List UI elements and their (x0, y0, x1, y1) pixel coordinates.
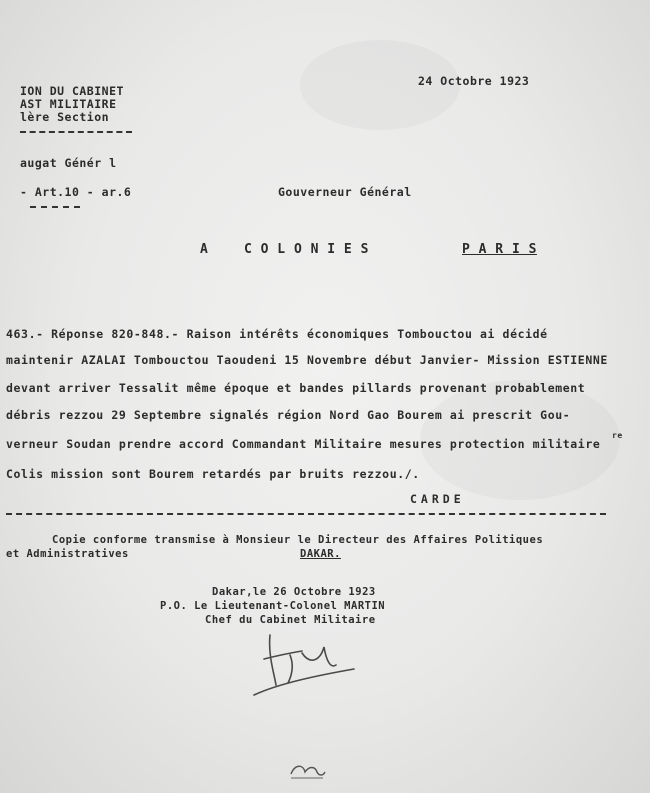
body-line-5: verneur Soudan prendre accord Commandant Militaire mesures protection militaire (6, 437, 601, 451)
header-rule (20, 131, 132, 133)
recipient-paris: P A R I S (462, 242, 537, 257)
chief-line: Chef du Cabinet Militaire (205, 614, 376, 626)
header-left-line2: AST MILITAIRE (20, 97, 117, 111)
date-line: 24 Octobre 1923 (418, 74, 530, 88)
reference-rule (30, 206, 80, 208)
body-line-6: Colis mission sont Bourem retardés par bruits rezzou./. (6, 467, 420, 481)
subject-line: augat Génér l (20, 156, 117, 170)
signature-carde: CARDE (410, 492, 465, 506)
sender-line: Gouverneur Général (278, 185, 412, 199)
body-rule (6, 513, 606, 515)
recipient-a: A (200, 242, 209, 257)
po-line: P.O. Le Lieutenant-Colonel MARTIN (160, 600, 386, 612)
body-line-1: 463.- Réponse 820-848.- Raison intérêts économiques Tombouctou ai décidé (6, 327, 548, 341)
recipient-colonies: C O L O N I E S (244, 242, 369, 257)
place-date: Dakar,le 26 Octobre 1923 (212, 586, 376, 598)
reference-line: - Art.10 - ar.6 (20, 185, 132, 199)
superscript-re: re (612, 431, 623, 440)
body-line-3: devant arriver Tessalit même époque et bandes pillards provenant probablement (6, 381, 586, 395)
header-left-line1: ION DU CABINET (20, 84, 124, 98)
stamp-mark (287, 760, 327, 782)
copy-line-2: et Administratives (6, 548, 129, 560)
handwritten-signature (250, 625, 360, 705)
body-line-4: débris rezzou 29 Septembre signalés région Nord Gao Bourem ai prescrit Gou- (6, 408, 571, 422)
body-line-2: maintenir AZALAI Tombouctou Taoudeni 15 Novembre début Janvier- Mission ESTIENNE (6, 353, 608, 367)
header-left-line3: lère Section (20, 110, 110, 124)
copy-city: DAKAR. (300, 548, 341, 560)
copy-line-1: Copie conforme transmise à Monsieur le Directeur des Affaires Politiques (52, 534, 544, 546)
